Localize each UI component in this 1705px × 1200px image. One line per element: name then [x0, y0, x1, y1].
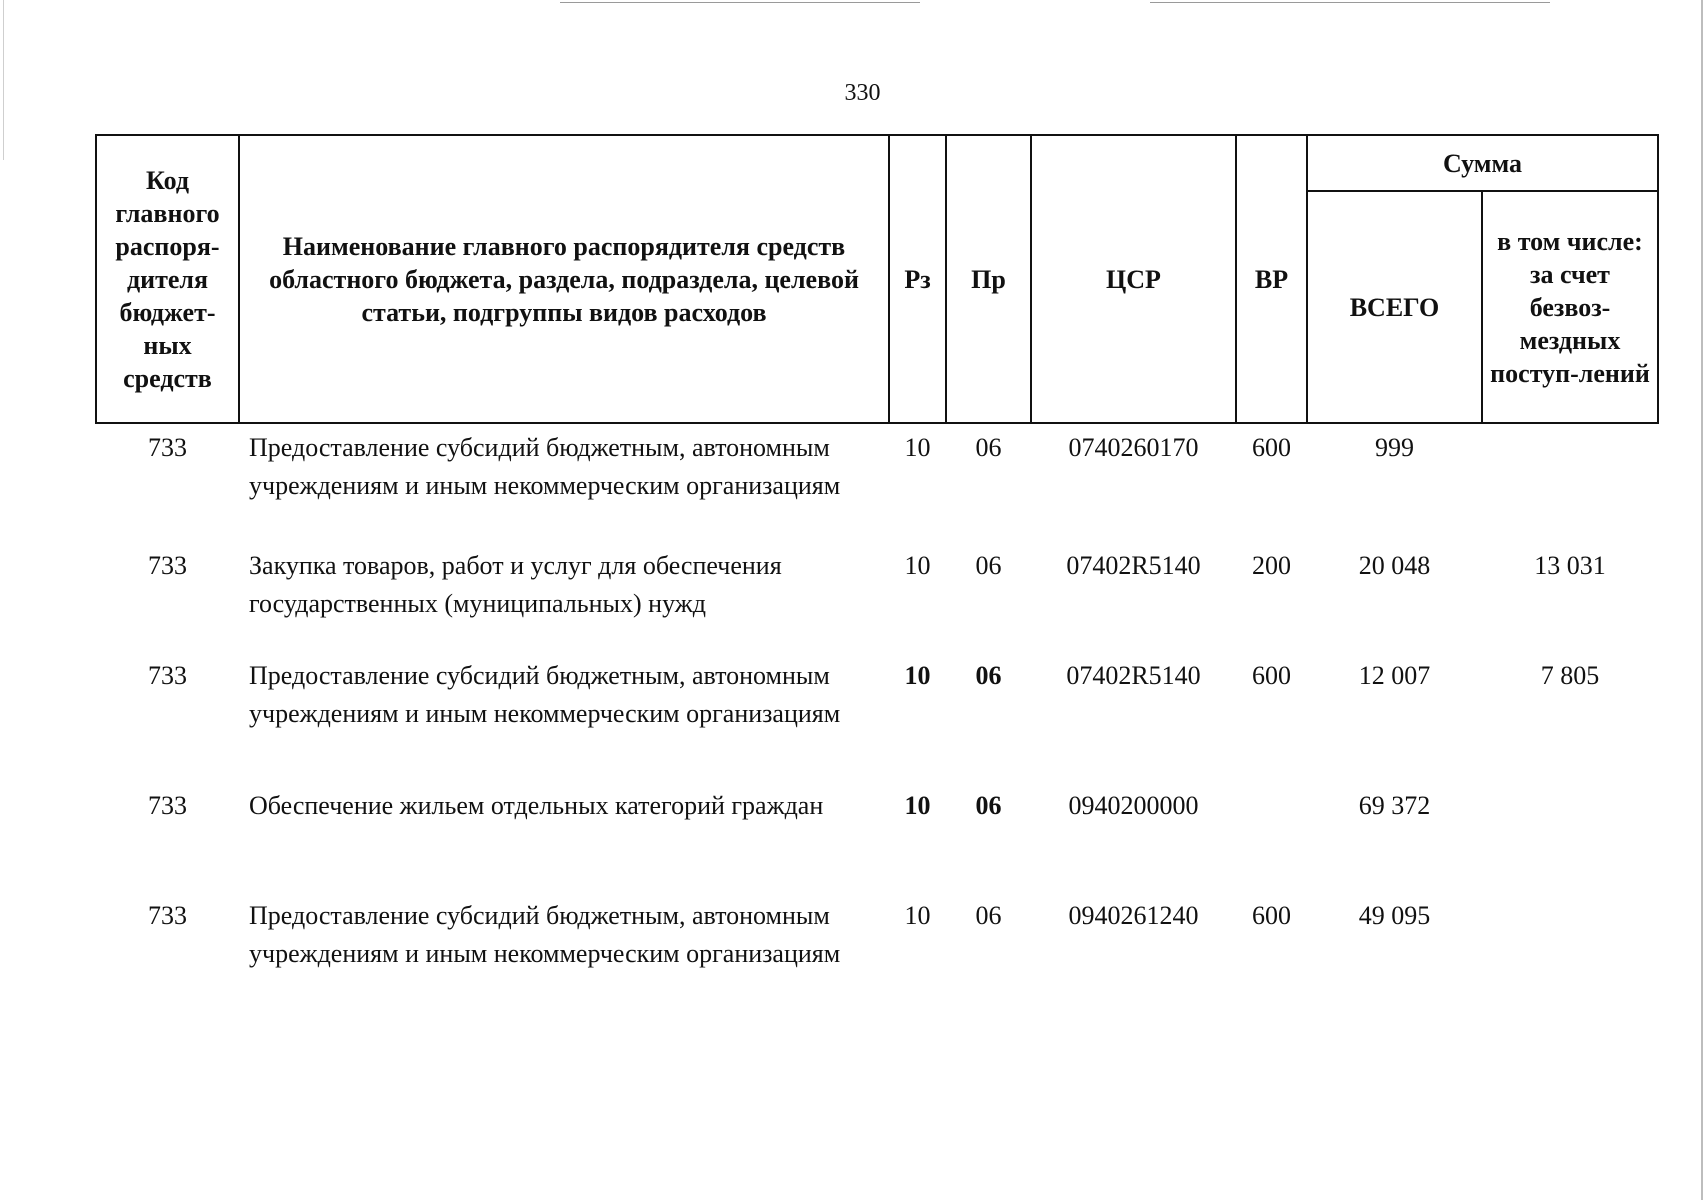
cell-vr: 600	[1252, 901, 1291, 930]
cell-total: 12 007	[1358, 661, 1431, 690]
cell-code: 733	[148, 661, 187, 690]
cell-total: 20 048	[1358, 551, 1431, 580]
cell-csr: 07402R5140	[1066, 661, 1201, 690]
cell-free	[1482, 897, 1658, 1017]
cell-pr: 06	[975, 901, 1002, 930]
header-total: ВСЕГО	[1307, 191, 1482, 423]
scan-artifact-edge	[1701, 0, 1703, 1200]
cell-vr: 600	[1252, 433, 1291, 462]
table-body	[96, 423, 1658, 1017]
cell-rz: 10	[904, 661, 931, 690]
header-sum: Сумма	[1307, 135, 1658, 191]
cell-name: Предоставление субсидий бюджетным, автономным учреждениям и иным некоммерческим организациям	[249, 901, 841, 968]
cell-vr	[1236, 787, 1307, 897]
page-number: 330	[844, 80, 881, 106]
cell-rz: 10	[904, 433, 931, 462]
header-code: Код главного распоря-дителя бюджет-ных средств	[96, 135, 239, 423]
cell-name: Закупка товаров, работ и услуг для обеспечения государственных (муниципальных) нужд	[249, 551, 782, 618]
cell-code: 733	[148, 791, 187, 820]
header-csr: ЦСР	[1031, 135, 1236, 423]
cell-free: 7 805	[1540, 661, 1600, 690]
header-free: в том числе: за счет безвоз-мездных поступ-лений	[1482, 191, 1658, 423]
cell-csr: 0740260170	[1068, 433, 1199, 462]
budget-table	[95, 134, 1659, 1017]
cell-total: 999	[1375, 433, 1414, 462]
table-row	[96, 787, 1658, 897]
table-row	[96, 547, 1658, 657]
cell-rz: 10	[904, 791, 931, 820]
cell-pr: 06	[975, 791, 1002, 820]
cell-free	[1482, 423, 1658, 547]
cell-vr: 600	[1252, 661, 1291, 690]
cell-name: Обеспечение жильем отдельных категорий граждан	[249, 791, 824, 820]
cell-code: 733	[148, 433, 187, 462]
cell-free: 13 031	[1534, 551, 1606, 580]
header-vr: ВР	[1236, 135, 1307, 423]
table-row	[96, 423, 1658, 547]
header-pr: Пр	[946, 135, 1031, 423]
cell-name: Предоставление субсидий бюджетным, автономным учреждениям и иным некоммерческим организациям	[249, 661, 841, 728]
cell-csr: 07402R5140	[1066, 551, 1201, 580]
scan-artifact-line	[1150, 2, 1550, 3]
table-row	[96, 657, 1658, 787]
cell-rz: 10	[904, 551, 931, 580]
cell-csr: 0940261240	[1068, 901, 1199, 930]
header-row	[96, 135, 1658, 191]
table-header	[96, 135, 1658, 423]
cell-rz: 10	[904, 901, 931, 930]
cell-pr: 06	[975, 433, 1002, 462]
cell-code: 733	[148, 551, 187, 580]
cell-total: 49 095	[1358, 901, 1431, 930]
table-row	[96, 897, 1658, 1017]
cell-vr: 200	[1252, 551, 1291, 580]
cell-name: Предоставление субсидий бюджетным, автономным учреждениям и иным некоммерческим организациям	[249, 433, 841, 500]
cell-csr: 0940200000	[1068, 791, 1199, 820]
header-name: Наименование главного распорядителя средств областного бюджета, раздела, подраздела, целевой статьи, подгруппы видов расходов	[239, 135, 889, 423]
cell-free	[1482, 787, 1658, 897]
header-rz: Рз	[889, 135, 946, 423]
cell-code: 733	[148, 901, 187, 930]
cell-pr: 06	[975, 551, 1002, 580]
cell-total: 69 372	[1358, 791, 1431, 820]
cell-pr: 06	[975, 661, 1002, 690]
scan-artifact-line	[560, 2, 920, 3]
